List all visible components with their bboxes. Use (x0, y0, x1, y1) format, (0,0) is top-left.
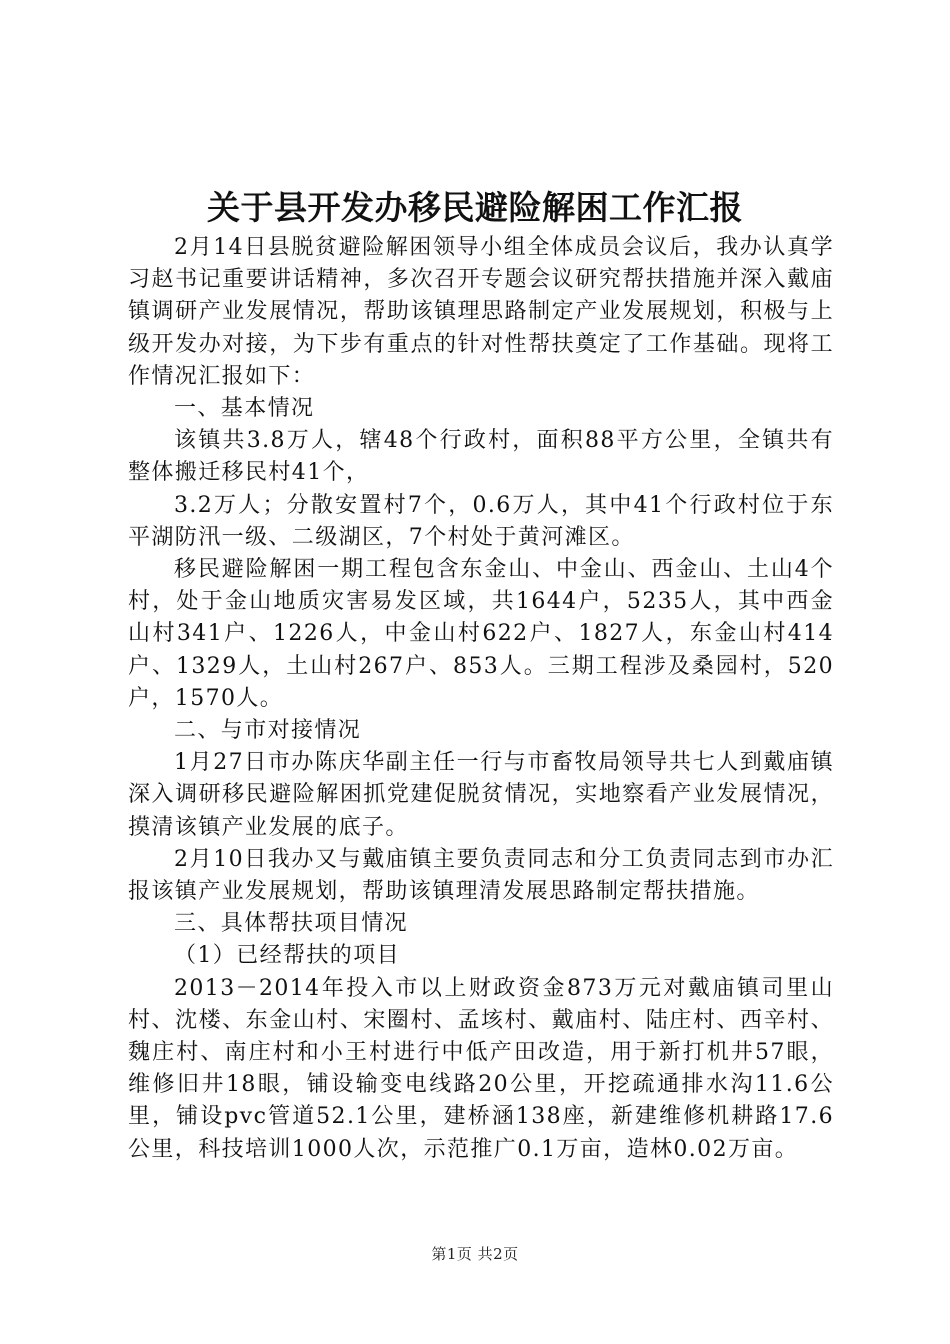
subsection-heading: （1）已经帮扶的项目 (174, 943, 400, 969)
body-paragraph: 移民避险解困一期工程包含东金山、中金山、西金山、土山4个村，处于金山地质灾害易发区域，共1644户，5235人，其中西金山村341户、1226人，中金山村622户、1827人，东金山村414户、1329人，土山村267户、853人。三期工程涉及桑园村，520户，1570人。 (128, 557, 834, 711)
page-footer: 第1页 共2页 (431, 1245, 519, 1263)
intro-paragraph: 2月14日县脱贫避险解困领导小组全体成员会议后，我办认真学习赵书记重要讲话精神，多次召开专题会议研究帮扶措施并深入戴庙镇调研产业发展情况，帮助该镇理思路制定产业发展规划，积极与上级开发办对接，为下步有重点的针对性帮扶奠定了工作基础。现将工作情况汇报如下： (128, 235, 834, 389)
body-paragraph: 1月27日市办陈庆华副主任一行与市畜牧局领导共七人到戴庙镇深入调研移民避险解困抓党建促脱贫情况，实地察看产业发展情况，摸清该镇产业发展的底子。 (128, 750, 834, 840)
document-title: 关于县开发办移民避险解困工作汇报 (207, 188, 743, 227)
section-heading-projects: 三、具体帮扶项目情况 (174, 911, 409, 937)
body-paragraph: 该镇共3.8万人，辖48个行政村，面积88平方公里，全镇共有整体搬迁移民村41个， (128, 428, 834, 486)
body-paragraph: 2013－2014年投入市以上财政资金873万元对戴庙镇司里山村、沈楼、东金山村、宋圈村、孟垓村、戴庙村、陆庄村、西辛村、魏庄村、南庄村和小王村进行中低产田改造，用于新打机井57眼，维修旧井18眼，铺设输变电线路20公里，开挖疏通排水沟11.6公里，铺设pvc管道52.1公里，建桥涵138座，新建维修机耕路17.6公里，科技培训1000人次，示范推广0.1万亩，造林0.02万亩。 (128, 975, 834, 1162)
section-heading-city: 二、与市对接情况 (174, 718, 362, 744)
document-body (128, 232, 834, 1166)
body-paragraph: 2月10日我办又与戴庙镇主要负责同志和分工负责同志到市办汇报该镇产业发展规划，帮助该镇理清发展思路制定帮扶措施。 (128, 846, 834, 905)
body-paragraph: 3.2万人；分散安置村7个，0.6万人，其中41个行政村位于东平湖防汛一级、二级湖区，7个村处于黄河滩区。 (128, 492, 834, 550)
section-heading-basic: 一、基本情况 (174, 396, 315, 422)
